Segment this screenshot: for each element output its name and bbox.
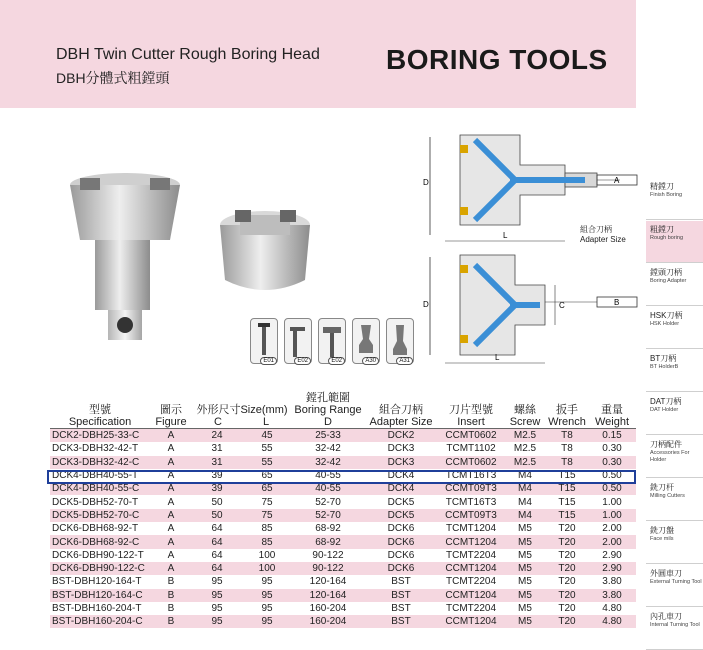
table-cell: M4 — [504, 509, 546, 522]
table-cell: 0.30 — [588, 442, 636, 455]
table-cell: 50 — [192, 509, 242, 522]
sidebar-item-label-en: BT HolderB — [650, 364, 679, 370]
table-cell: B — [150, 615, 192, 628]
table-cell: 2.00 — [588, 522, 636, 535]
table-cell: 65 — [242, 482, 292, 495]
icon-label-e02-b: E02 — [328, 357, 345, 365]
table-cell: 68-92 — [292, 535, 364, 548]
table-cell: M2.5 — [504, 429, 546, 443]
table-cell: 39 — [192, 469, 242, 482]
table-cell: 95 — [242, 602, 292, 615]
table-cell: 0.15 — [588, 429, 636, 443]
sidebar-item-label-zh: 粗鏜刀 — [650, 225, 674, 234]
table-cell: 160-204 — [292, 602, 364, 615]
sidebar-item-label-zh: 銑刀盤 — [650, 526, 674, 535]
table-cell: DCK6-DBH68-92-C — [50, 535, 150, 548]
table-cell: 90-122 — [292, 562, 364, 575]
sidebar-item[interactable] — [646, 221, 703, 263]
table-cell: TCMT16T3 — [438, 495, 504, 508]
sidebar-item[interactable] — [646, 393, 703, 435]
table-row — [50, 562, 636, 575]
sidebar-item[interactable] — [646, 479, 703, 521]
table-row — [50, 615, 636, 628]
table-cell: M5 — [504, 615, 546, 628]
icon-label-a30: A30 — [362, 357, 379, 365]
table-cell: 2.00 — [588, 535, 636, 548]
table-cell: M5 — [504, 535, 546, 548]
table-cell: T20 — [546, 602, 588, 615]
table-cell: TCMT2204 — [438, 575, 504, 588]
table-cell: 55 — [242, 456, 292, 469]
table-cell: 68-92 — [292, 522, 364, 535]
table-cell: 52-70 — [292, 495, 364, 508]
sidebar-item-label-en: Rough boring — [650, 235, 684, 241]
table-cell: M5 — [504, 562, 546, 575]
table-cell: DCK2-DBH25-33-C — [50, 429, 150, 443]
sidebar-item-label-zh: BT刀柄 — [650, 354, 677, 363]
table-cell: 0.30 — [588, 456, 636, 469]
table-cell: 3.80 — [588, 575, 636, 588]
sidebar-item-label-en: HSK Holder — [650, 321, 680, 327]
table-cell: T20 — [546, 589, 588, 602]
sidebar-item-label-zh: 銑刀杆 — [650, 483, 674, 492]
table-row — [50, 482, 636, 495]
highlighted-row-frame — [47, 470, 636, 484]
table-cell: 64 — [192, 522, 242, 535]
table-cell: M2.5 — [504, 456, 546, 469]
sidebar-item-label-zh: 內孔車刀 — [650, 612, 682, 621]
table-cell: 95 — [192, 615, 242, 628]
sidebar-item[interactable] — [646, 178, 703, 220]
table-cell: A — [150, 509, 192, 522]
table-header-row — [50, 388, 636, 429]
sidebar-item-label-en: External Turning Tool — [650, 579, 702, 585]
table-cell: BST — [364, 615, 438, 628]
table-cell: CCMT0602 — [438, 429, 504, 443]
table-cell: A — [150, 535, 192, 548]
sidebar-item-label-en: Finish Boring — [650, 192, 683, 198]
table-cell: 31 — [192, 442, 242, 455]
table-cell: BST-DBH120-164-C — [50, 589, 150, 602]
table-cell: 65 — [242, 469, 292, 482]
table-cell: 39 — [192, 482, 242, 495]
table-cell: M4 — [504, 482, 546, 495]
table-cell: DCK5 — [364, 509, 438, 522]
sidebar-item-label-en: Milling Cutters — [650, 493, 685, 499]
table-cell: 95 — [192, 589, 242, 602]
table-cell: A — [150, 442, 192, 455]
table-cell: TCMT2204 — [438, 602, 504, 615]
table-cell: DCK5 — [364, 495, 438, 508]
table-cell: 100 — [242, 549, 292, 562]
table-cell: DCK6 — [364, 535, 438, 548]
table-cell: A — [150, 549, 192, 562]
table-cell: CCMT1204 — [438, 615, 504, 628]
sidebar-item-label-zh: HSK刀柄 — [650, 311, 683, 320]
table-cell: 95 — [242, 615, 292, 628]
sidebar-item-label-en: Accessories For Holder — [650, 450, 690, 463]
table-cell: 90-122 — [292, 549, 364, 562]
table-cell: T15 — [546, 469, 588, 482]
table-cell: 50 — [192, 495, 242, 508]
table-cell: BST — [364, 575, 438, 588]
table-cell: M4 — [504, 495, 546, 508]
drawing-diagram — [415, 125, 645, 370]
table-row — [50, 429, 636, 443]
sidebar-item-label-zh: DAT刀柄 — [650, 397, 682, 406]
page-title-en: DBH Twin Cutter Rough Boring Head — [56, 46, 320, 63]
table-cell: M5 — [504, 575, 546, 588]
table-cell: T20 — [546, 535, 588, 548]
icon-label-a31: A31 — [396, 357, 413, 365]
table-cell: T20 — [546, 575, 588, 588]
table-cell: 0.50 — [588, 469, 636, 482]
table-row — [50, 602, 636, 615]
table-cell: 3.80 — [588, 589, 636, 602]
col-figure-header: 圖示 Figure — [155, 404, 187, 428]
table-cell: A — [150, 495, 192, 508]
table-cell: T8 — [546, 442, 588, 455]
col-insert-header: 刀片型號 Insert — [449, 404, 493, 428]
adapter-note-en: Adapter Size — [580, 235, 626, 244]
adapter-size-note — [580, 225, 626, 245]
table-cell: DCK6 — [364, 549, 438, 562]
table-cell: BST-DBH160-204-C — [50, 615, 150, 628]
adapter-icon — [386, 318, 414, 364]
table-cell: 4.80 — [588, 615, 636, 628]
table-cell: DCK6-DBH68-92-T — [50, 522, 150, 535]
table-cell: 85 — [242, 522, 292, 535]
sidebar-item-label-zh: 精鏜刀 — [650, 182, 674, 191]
table-cell: DCK2 — [364, 429, 438, 443]
table-cell: 95 — [192, 602, 242, 615]
table-cell: M5 — [504, 589, 546, 602]
icon-label-e01: E01 — [260, 357, 277, 365]
table-cell: DCK3 — [364, 442, 438, 455]
table-cell: DCK5-DBH52-70-T — [50, 495, 150, 508]
table-cell: TCMT1102 — [438, 442, 504, 455]
col-spec-header: 型號 Specification — [68, 404, 132, 428]
dim-d-label-b: D — [423, 300, 429, 309]
table-cell: 40-55 — [292, 469, 364, 482]
sidebar-item-label-zh: 鏜頭刀柄 — [650, 268, 682, 277]
table-cell: DCK3 — [364, 456, 438, 469]
col-weight-header: 重量 Weight — [594, 404, 630, 428]
table-cell: DCK4 — [364, 469, 438, 482]
table-row — [50, 535, 636, 548]
screw-icon — [250, 318, 278, 364]
table-cell: 75 — [242, 495, 292, 508]
sidebar-item[interactable] — [646, 264, 703, 306]
table-cell: BST — [364, 602, 438, 615]
table-cell: 120-164 — [292, 589, 364, 602]
table-cell: 64 — [192, 549, 242, 562]
table-cell: 160-204 — [292, 615, 364, 628]
table-cell: 0.50 — [588, 482, 636, 495]
table-cell: DCK3-DBH32-42-C — [50, 456, 150, 469]
table-cell: M4 — [504, 469, 546, 482]
adapter-icon — [352, 318, 380, 364]
dim-c-label: C — [559, 301, 565, 310]
table-cell: CCMT1204 — [438, 535, 504, 548]
table-cell: 95 — [192, 575, 242, 588]
wrench-icon — [284, 318, 312, 364]
sidebar-item[interactable] — [646, 307, 703, 349]
table-cell: DCK6-DBH90-122-T — [50, 549, 150, 562]
table-cell: 1.00 — [588, 495, 636, 508]
col-adapter-header: 組合刀柄 Adapter Size — [369, 404, 433, 428]
table-cell: BST-DBH120-164-T — [50, 575, 150, 588]
table-cell: 31 — [192, 456, 242, 469]
sidebar-item-label-en: Boring Adapter — [650, 278, 687, 284]
dim-d-label-a: D — [423, 178, 429, 187]
table-cell: BST — [364, 589, 438, 602]
table-cell: A — [150, 482, 192, 495]
sidebar-item-label-en: Internal Turning Tool — [650, 622, 700, 628]
table-cell: 1.00 — [588, 509, 636, 522]
table-cell: T20 — [546, 615, 588, 628]
table-cell: DCK6 — [364, 562, 438, 575]
table-row — [50, 509, 636, 522]
table-cell: A — [150, 522, 192, 535]
table-cell: CCMT1204 — [438, 562, 504, 575]
sidebar-item[interactable] — [646, 522, 703, 564]
table-row — [50, 522, 636, 535]
table-cell: T15 — [546, 495, 588, 508]
table-cell: CCMT09T3 — [438, 482, 504, 495]
technical-drawings — [415, 125, 645, 370]
sidebar-item-label-en: Face mils — [650, 536, 674, 542]
table-row — [50, 575, 636, 588]
table-cell: 100 — [242, 562, 292, 575]
table-cell: 85 — [242, 535, 292, 548]
table-cell: 64 — [192, 535, 242, 548]
table-cell: DCK4-DBH40-55-T — [50, 469, 150, 482]
table-cell: 120-164 — [292, 575, 364, 588]
table-cell: 95 — [242, 575, 292, 588]
table-cell: TCMT1204 — [438, 522, 504, 535]
table-cell: M5 — [504, 549, 546, 562]
table-cell: A — [150, 562, 192, 575]
table-cell: 25-33 — [292, 429, 364, 443]
key-icon — [318, 318, 346, 364]
dim-l-label-b: L — [495, 353, 500, 362]
table-row — [50, 456, 636, 469]
spec-table — [50, 388, 636, 628]
table-cell: TCMT2204 — [438, 549, 504, 562]
table-cell: T20 — [546, 562, 588, 575]
col-range-header: 鏜孔範圍 Boring Range D — [294, 392, 362, 428]
table-cell: DCK6 — [364, 522, 438, 535]
table-cell: 75 — [242, 509, 292, 522]
table-cell: A — [150, 429, 192, 443]
table-cell: 2.90 — [588, 549, 636, 562]
table-cell: 32-42 — [292, 456, 364, 469]
table-cell: T20 — [546, 522, 588, 535]
table-cell: B — [150, 589, 192, 602]
table-cell: CCMT0602 — [438, 456, 504, 469]
table-cell: 32-42 — [292, 442, 364, 455]
table-cell: A — [150, 456, 192, 469]
table-cell: M2.5 — [504, 442, 546, 455]
table-cell: DCK4 — [364, 482, 438, 495]
sidebar-item-label-zh: 刀柄配件 — [650, 440, 682, 449]
icon-label-e02-a: E02 — [294, 357, 311, 365]
sidebar-item[interactable] — [646, 350, 703, 392]
col-wrench-header: 扳手 Wrench — [548, 404, 586, 428]
table-cell: 64 — [192, 562, 242, 575]
table-cell: T15 — [546, 482, 588, 495]
sidebar-item[interactable] — [646, 436, 703, 478]
table-cell: A — [150, 469, 192, 482]
table-cell: B — [150, 602, 192, 615]
table-cell: T8 — [546, 429, 588, 443]
page-title-zh: DBH分體式粗鏜頭 — [56, 70, 170, 86]
table-cell: DCK6-DBH90-122-C — [50, 562, 150, 575]
col-screw-header: 螺絲 Screw — [509, 404, 541, 428]
sidebar-item[interactable] — [646, 608, 703, 650]
table-cell: 4.80 — [588, 602, 636, 615]
table-cell: BST-DBH160-204-T — [50, 602, 150, 615]
table-cell: T20 — [546, 549, 588, 562]
table-cell: 24 — [192, 429, 242, 443]
sidebar-item-label-zh: 外圓車刀 — [650, 569, 682, 578]
table-cell: DCK4-DBH40-55-C — [50, 482, 150, 495]
table-cell: 45 — [242, 429, 292, 443]
table-cell: 40-55 — [292, 482, 364, 495]
adapter-note-zh: 組合刀柄 — [580, 225, 612, 234]
table-cell: M5 — [504, 522, 546, 535]
table-cell: CCMT09T3 — [438, 509, 504, 522]
table-row — [50, 589, 636, 602]
table-row — [50, 549, 636, 562]
table-cell: 52-70 — [292, 509, 364, 522]
table-cell: T8 — [546, 456, 588, 469]
table-cell: TCMT16T3 — [438, 469, 504, 482]
col-size-header: 外形尺寸Size(mm) C L — [196, 404, 288, 428]
brand-title: BORING TOOLS — [386, 44, 608, 75]
header-banner — [0, 0, 636, 108]
dim-l-label-a: L — [503, 231, 508, 240]
fig-b-label: B — [614, 298, 620, 307]
sidebar-item-label-en: DAT Holder — [650, 407, 679, 413]
table-cell: M5 — [504, 602, 546, 615]
table-row — [50, 495, 636, 508]
table-cell: T15 — [546, 509, 588, 522]
table-cell: 55 — [242, 442, 292, 455]
fig-a-label: A — [614, 176, 620, 185]
table-cell: CCMT1204 — [438, 589, 504, 602]
table-cell: 2.90 — [588, 562, 636, 575]
table-cell: 95 — [242, 589, 292, 602]
table-cell: B — [150, 575, 192, 588]
table-row — [50, 442, 636, 455]
sidebar-item[interactable] — [646, 565, 703, 607]
table-cell: DCK5-DBH52-70-C — [50, 509, 150, 522]
table-cell: DCK3-DBH32-42-T — [50, 442, 150, 455]
